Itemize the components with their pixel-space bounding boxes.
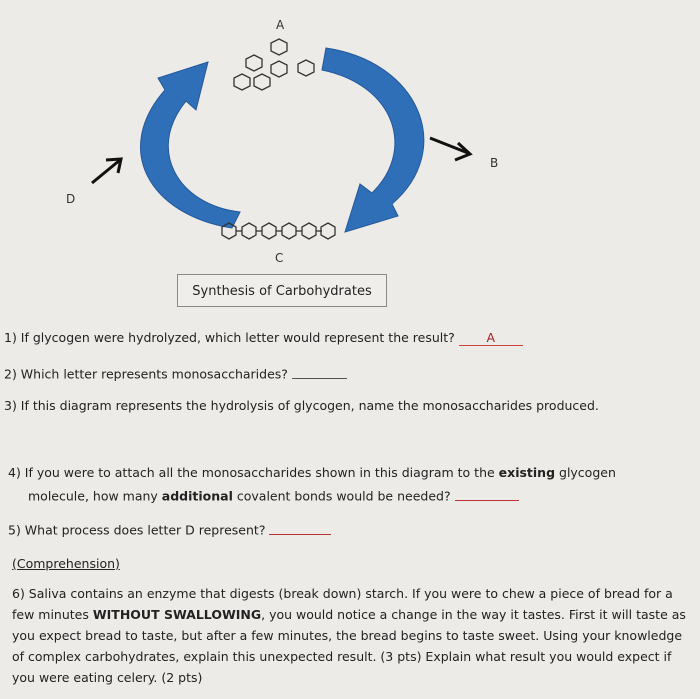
monosaccharide-hexagons [234,39,314,90]
label-d: D [66,192,76,206]
right-curved-arrow [322,48,424,232]
question-4-bold-existing: existing [498,465,556,480]
question-1 [4,330,523,346]
question-6-bold: WITHOUT SWALLOWING [92,607,262,622]
comprehension-heading: (Comprehension) [12,556,120,571]
question-6-text-a: 6) Saliva contains an enzyme that digests (break down) starch. If you were to chew a piece of bread for a few minutes [12,586,673,622]
diagram-caption: Synthesis of Carbohydrates [177,274,387,307]
question-5-text: 5) What process does letter D represent? [8,522,266,538]
question-1-answer[interactable]: A [459,330,523,346]
question-4-text-a: 4) If you were to attach all the monosaccharides shown in this diagram to the [8,465,499,480]
question-5 [8,521,331,538]
question-6-text-b: , you would notice a change in the way it tastes. First it will taste as you expect bread to taste, but after a few minutes, the bread begins to taste sweet. Using your knowledge of complex carbohydrates, explain this unexpected result. (3 pts) Explain what result you would expect if you were eating celery. (2 pts) [12,607,686,685]
question-2-text: 2) Which letter represents monosaccharides? [4,366,288,382]
label-c: C [275,251,284,265]
question-4-text-b: glycogen [555,465,616,480]
question-3 [4,398,599,413]
question-2-answer-field[interactable] [292,365,347,379]
question-4-answer-field[interactable] [455,487,519,501]
label-b: B [490,156,499,170]
polysaccharide-chain [222,223,335,239]
question-2 [4,365,347,382]
question-1-text: 1) If glycogen were hydrolyzed, which letter would represent the result? [4,330,455,345]
question-4-bold-additional: additional [161,488,233,504]
question-6 [12,583,698,688]
question-4-line-2 [28,487,519,504]
question-4-text-c: molecule, how many [28,488,162,504]
label-a: A [276,18,285,32]
arrow-from-d [92,159,121,183]
question-5-answer-field[interactable] [269,521,331,535]
question-4-text-d: covalent bonds would be needed? [232,488,451,504]
question-3-text: 3) If this diagram represents the hydrolysis of glycogen, name the monosaccharides produced. [4,398,599,413]
carbohydrate-cycle-diagram [0,0,700,320]
arrow-to-b [430,138,470,160]
left-curved-arrow [141,62,240,228]
question-4-line-1 [8,465,616,480]
